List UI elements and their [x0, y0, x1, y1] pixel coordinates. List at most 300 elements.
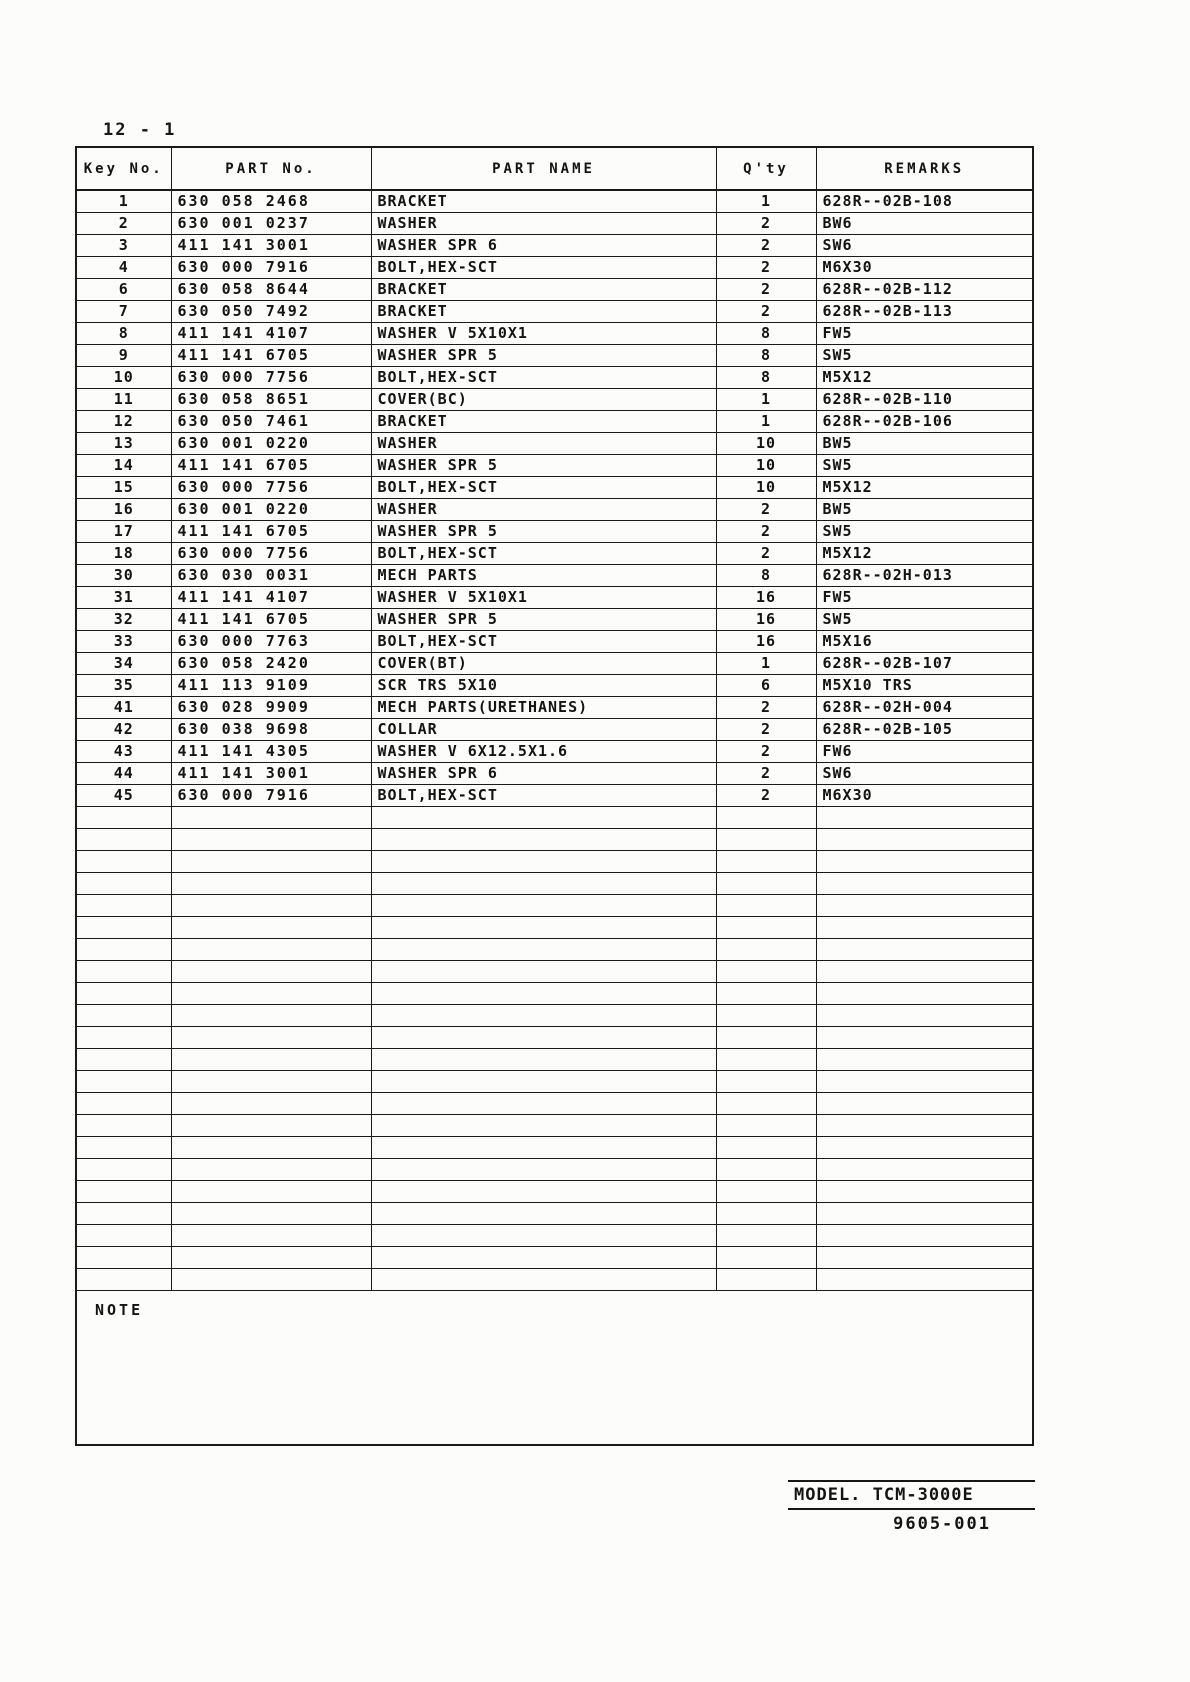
empty-cell [171, 1181, 371, 1203]
empty-cell [371, 1181, 716, 1203]
table-row [76, 543, 1033, 565]
table-row [76, 279, 1033, 301]
table-cell: 43 [76, 741, 171, 763]
table-cell: 34 [76, 653, 171, 675]
table-cell: 2 [716, 279, 816, 301]
table-cell: 411 113 9109 [171, 675, 371, 697]
empty-row [76, 1269, 1033, 1291]
table-cell: 8 [716, 323, 816, 345]
table-row [76, 477, 1033, 499]
empty-cell [716, 1159, 816, 1181]
empty-cell [76, 1071, 171, 1093]
table-cell: 35 [76, 675, 171, 697]
empty-row [76, 873, 1033, 895]
empty-cell [76, 851, 171, 873]
table-cell: 14 [76, 455, 171, 477]
empty-cell [76, 917, 171, 939]
table-cell: 1 [716, 411, 816, 433]
empty-cell [76, 1115, 171, 1137]
empty-row [76, 895, 1033, 917]
table-cell: 2 [716, 213, 816, 235]
table-row [76, 367, 1033, 389]
empty-cell [816, 1247, 1033, 1269]
table-cell: 411 141 4107 [171, 587, 371, 609]
table-cell: 44 [76, 763, 171, 785]
table-cell: 628R--02B-113 [816, 301, 1033, 323]
table-row [76, 323, 1033, 345]
empty-cell [371, 873, 716, 895]
column-header-3: Q'ty [716, 147, 816, 190]
table-cell: BW6 [816, 213, 1033, 235]
table-cell: 4 [76, 257, 171, 279]
empty-cell [716, 807, 816, 829]
table-cell: BW5 [816, 433, 1033, 455]
table-cell: 2 [716, 785, 816, 807]
empty-cell [76, 1269, 171, 1291]
empty-row [76, 1247, 1033, 1269]
table-cell: 630 050 7492 [171, 301, 371, 323]
empty-cell [371, 1005, 716, 1027]
empty-cell [171, 1005, 371, 1027]
table-row [76, 741, 1033, 763]
table-cell: WASHER SPR 6 [371, 763, 716, 785]
model-label: MODEL. TCM-3000E [788, 1482, 1035, 1510]
table-row [76, 521, 1033, 543]
empty-cell [371, 983, 716, 1005]
table-cell: 9 [76, 345, 171, 367]
empty-cell [171, 961, 371, 983]
empty-cell [371, 1225, 716, 1247]
table-cell: BW5 [816, 499, 1033, 521]
table-header [76, 147, 1033, 190]
column-header-1: PART No. [171, 147, 371, 190]
empty-cell [816, 1005, 1033, 1027]
empty-cell [171, 1225, 371, 1247]
table-cell: WASHER SPR 6 [371, 235, 716, 257]
empty-cell [171, 1269, 371, 1291]
table-cell: 411 141 6705 [171, 345, 371, 367]
empty-cell [816, 873, 1033, 895]
table-cell: 8 [716, 367, 816, 389]
table-cell: 630 038 9698 [171, 719, 371, 741]
table-row [76, 345, 1033, 367]
empty-cell [716, 1027, 816, 1049]
empty-row [76, 1181, 1033, 1203]
empty-cell [816, 961, 1033, 983]
table-cell: 6 [76, 279, 171, 301]
empty-cell [716, 1137, 816, 1159]
table-cell: 2 [716, 235, 816, 257]
empty-cell [371, 829, 716, 851]
empty-row [76, 1005, 1033, 1027]
empty-cell [816, 829, 1033, 851]
empty-cell [171, 851, 371, 873]
empty-cell [371, 1027, 716, 1049]
table-cell: 411 141 6705 [171, 609, 371, 631]
table-cell: SW5 [816, 609, 1033, 631]
header-row [76, 147, 1033, 190]
empty-cell [716, 1269, 816, 1291]
empty-cell [716, 1181, 816, 1203]
table-cell: BRACKET [371, 411, 716, 433]
table-cell: 2 [716, 763, 816, 785]
empty-cell [171, 983, 371, 1005]
table-cell: MECH PARTS [371, 565, 716, 587]
empty-cell [716, 1203, 816, 1225]
empty-cell [371, 1049, 716, 1071]
column-header-2: PART NAME [371, 147, 716, 190]
table-cell: 630 028 9909 [171, 697, 371, 719]
table-cell: SW6 [816, 235, 1033, 257]
empty-cell [371, 895, 716, 917]
empty-cell [716, 1247, 816, 1269]
empty-cell [716, 1005, 816, 1027]
table-cell: 2 [76, 213, 171, 235]
table-row [76, 587, 1033, 609]
table-cell: WASHER [371, 433, 716, 455]
table-cell: SCR TRS 5X10 [371, 675, 716, 697]
table-cell: M6X30 [816, 257, 1033, 279]
empty-cell [171, 873, 371, 895]
table-cell: BOLT,HEX-SCT [371, 477, 716, 499]
table-cell: 10 [716, 477, 816, 499]
table-cell: 630 000 7916 [171, 257, 371, 279]
empty-row [76, 1203, 1033, 1225]
table-cell: WASHER SPR 5 [371, 455, 716, 477]
empty-row [76, 1027, 1033, 1049]
empty-cell [816, 1027, 1033, 1049]
table-cell: 630 030 0031 [171, 565, 371, 587]
empty-cell [816, 983, 1033, 1005]
table-cell: 12 [76, 411, 171, 433]
empty-cell [371, 939, 716, 961]
table-row [76, 301, 1033, 323]
table-cell: 8 [76, 323, 171, 345]
empty-cell [716, 873, 816, 895]
note-section [76, 1291, 1033, 1445]
table-row [76, 190, 1033, 213]
table-cell: 630 058 8651 [171, 389, 371, 411]
table-cell: 628R--02H-013 [816, 565, 1033, 587]
table-cell: SW5 [816, 455, 1033, 477]
empty-cell [171, 807, 371, 829]
table-row [76, 631, 1033, 653]
table-cell: 628R--02B-106 [816, 411, 1033, 433]
table-row [76, 433, 1033, 455]
table-cell: 6 [716, 675, 816, 697]
table-cell: 2 [716, 543, 816, 565]
table-cell: 2 [716, 257, 816, 279]
table-cell: 628R--02B-110 [816, 389, 1033, 411]
empty-cell [371, 1269, 716, 1291]
table-cell: MECH PARTS(URETHANES) [371, 697, 716, 719]
table-cell: 17 [76, 521, 171, 543]
table-cell: 411 141 3001 [171, 235, 371, 257]
table-cell: 2 [716, 697, 816, 719]
table-cell: WASHER V 5X10X1 [371, 587, 716, 609]
table-row [76, 455, 1033, 477]
table-cell: COVER(BC) [371, 389, 716, 411]
table-cell: M5X16 [816, 631, 1033, 653]
table-cell: 411 141 4107 [171, 323, 371, 345]
table-cell: 1 [76, 190, 171, 213]
empty-cell [76, 1203, 171, 1225]
table-row [76, 719, 1033, 741]
table-cell: 630 000 7756 [171, 367, 371, 389]
table-cell: 8 [716, 345, 816, 367]
table-cell: COLLAR [371, 719, 716, 741]
empty-cell [76, 1137, 171, 1159]
empty-cell [171, 1159, 371, 1181]
empty-cell [371, 1093, 716, 1115]
empty-cell [171, 917, 371, 939]
table-cell: SW5 [816, 521, 1033, 543]
table-cell: 630 058 2420 [171, 653, 371, 675]
table-cell: 2 [716, 301, 816, 323]
table-cell: WASHER V 5X10X1 [371, 323, 716, 345]
table-row [76, 697, 1033, 719]
empty-cell [76, 1093, 171, 1115]
table-cell: 628R--02B-112 [816, 279, 1033, 301]
table-cell: 411 141 3001 [171, 763, 371, 785]
empty-cell [716, 1049, 816, 1071]
empty-cell [716, 851, 816, 873]
table-row [76, 785, 1033, 807]
table-cell: 33 [76, 631, 171, 653]
empty-cell [76, 1049, 171, 1071]
empty-cell [816, 939, 1033, 961]
table-cell: 628R--02B-107 [816, 653, 1033, 675]
table-cell: 630 058 2468 [171, 190, 371, 213]
empty-cell [371, 807, 716, 829]
table-cell: 16 [716, 609, 816, 631]
table-cell: 630 001 0220 [171, 499, 371, 521]
table-cell: BOLT,HEX-SCT [371, 257, 716, 279]
table-cell: WASHER SPR 5 [371, 345, 716, 367]
empty-cell [171, 895, 371, 917]
empty-cell [816, 1093, 1033, 1115]
note-row [76, 1291, 1033, 1445]
empty-cell [171, 1137, 371, 1159]
parts-table [75, 146, 1034, 1446]
table-cell: WASHER [371, 499, 716, 521]
column-header-0: Key No. [76, 147, 171, 190]
empty-row [76, 1093, 1033, 1115]
table-cell: BOLT,HEX-SCT [371, 631, 716, 653]
table-cell: BOLT,HEX-SCT [371, 367, 716, 389]
empty-cell [171, 1247, 371, 1269]
empty-cell [371, 1203, 716, 1225]
empty-row [76, 851, 1033, 873]
model-block [788, 1480, 1035, 1534]
table-row [76, 411, 1033, 433]
empty-cell [76, 961, 171, 983]
table-cell: M5X12 [816, 367, 1033, 389]
table-cell: WASHER SPR 5 [371, 521, 716, 543]
table-cell: BRACKET [371, 190, 716, 213]
table-cell: 2 [716, 719, 816, 741]
empty-cell [371, 917, 716, 939]
table-cell: 630 000 7756 [171, 543, 371, 565]
table-cell: 411 141 6705 [171, 521, 371, 543]
empty-cell [76, 1159, 171, 1181]
empty-cell [76, 807, 171, 829]
empty-row [76, 1071, 1033, 1093]
table-cell: 411 141 4305 [171, 741, 371, 763]
table-cell: BRACKET [371, 279, 716, 301]
table-cell: 630 058 8644 [171, 279, 371, 301]
empty-cell [371, 1071, 716, 1093]
table-row [76, 389, 1033, 411]
table-cell: 13 [76, 433, 171, 455]
empty-cell [76, 829, 171, 851]
table-cell: 411 141 6705 [171, 455, 371, 477]
empty-cell [371, 1137, 716, 1159]
table-cell: 16 [716, 631, 816, 653]
empty-cell [76, 1027, 171, 1049]
empty-cell [716, 961, 816, 983]
empty-row [76, 939, 1033, 961]
table-row [76, 763, 1033, 785]
empty-cell [76, 873, 171, 895]
table-row [76, 565, 1033, 587]
table-row [76, 653, 1033, 675]
table-cell: 42 [76, 719, 171, 741]
table-cell: M5X10 TRS [816, 675, 1033, 697]
empty-cell [816, 1159, 1033, 1181]
table-cell: 628R--02B-105 [816, 719, 1033, 741]
table-cell: 11 [76, 389, 171, 411]
empty-cell [76, 1181, 171, 1203]
empty-cell [171, 1027, 371, 1049]
page-label: 12 - 1 [103, 120, 177, 140]
empty-cell [816, 1137, 1033, 1159]
table-cell: 10 [76, 367, 171, 389]
table-cell: COVER(BT) [371, 653, 716, 675]
empty-cell [171, 1093, 371, 1115]
doc-number: 9605-001 [893, 1514, 991, 1534]
table-row [76, 257, 1033, 279]
empty-cell [171, 1071, 371, 1093]
table-cell: 7 [76, 301, 171, 323]
table-cell: SW6 [816, 763, 1033, 785]
table-row [76, 609, 1033, 631]
table-cell: 3 [76, 235, 171, 257]
table-cell: M5X12 [816, 477, 1033, 499]
table-cell: 630 000 7916 [171, 785, 371, 807]
table-cell: 30 [76, 565, 171, 587]
table-cell: M6X30 [816, 785, 1033, 807]
note-label: NOTE [76, 1291, 1033, 1445]
table-cell: 630 000 7763 [171, 631, 371, 653]
empty-cell [716, 1093, 816, 1115]
empty-cell [716, 1071, 816, 1093]
empty-cell [371, 1247, 716, 1269]
empty-cell [816, 1225, 1033, 1247]
table-cell: 16 [716, 587, 816, 609]
table-cell: 32 [76, 609, 171, 631]
empty-cell [371, 961, 716, 983]
empty-row [76, 829, 1033, 851]
empty-row [76, 807, 1033, 829]
table-cell: 628R--02B-108 [816, 190, 1033, 213]
empty-cell [816, 1203, 1033, 1225]
table-cell: 1 [716, 190, 816, 213]
empty-cell [716, 939, 816, 961]
table-cell: 41 [76, 697, 171, 719]
table-row [76, 499, 1033, 521]
table-cell: M5X12 [816, 543, 1033, 565]
table-cell: 630 050 7461 [171, 411, 371, 433]
table-cell: 45 [76, 785, 171, 807]
empty-cell [816, 851, 1033, 873]
empty-cell [371, 851, 716, 873]
empty-cell [76, 1225, 171, 1247]
empty-row [76, 1159, 1033, 1181]
empty-row [76, 917, 1033, 939]
table-cell: 10 [716, 433, 816, 455]
empty-cell [816, 1115, 1033, 1137]
empty-cell [816, 1071, 1033, 1093]
empty-cell [371, 1115, 716, 1137]
empty-cell [816, 917, 1033, 939]
empty-cell [171, 939, 371, 961]
table-cell: BOLT,HEX-SCT [371, 543, 716, 565]
table-cell: 8 [716, 565, 816, 587]
empty-cell [716, 917, 816, 939]
empty-cell [171, 829, 371, 851]
table-cell: 10 [716, 455, 816, 477]
empty-cell [816, 1181, 1033, 1203]
table-cell: BRACKET [371, 301, 716, 323]
table-row [76, 213, 1033, 235]
empty-cell [171, 1115, 371, 1137]
table-cell: BOLT,HEX-SCT [371, 785, 716, 807]
table-cell: 630 000 7756 [171, 477, 371, 499]
empty-row [76, 983, 1033, 1005]
table-cell: 2 [716, 521, 816, 543]
empty-cell [816, 895, 1033, 917]
empty-cell [76, 1005, 171, 1027]
table-cell: 16 [76, 499, 171, 521]
table-cell: 2 [716, 741, 816, 763]
empty-cell [76, 1247, 171, 1269]
empty-cell [716, 1115, 816, 1137]
empty-cell [716, 983, 816, 1005]
table-cell: 18 [76, 543, 171, 565]
column-header-4: REMARKS [816, 147, 1033, 190]
empty-cell [76, 939, 171, 961]
table-cell: 628R--02H-004 [816, 697, 1033, 719]
empty-cell [76, 895, 171, 917]
empty-row [76, 1115, 1033, 1137]
table-cell: WASHER SPR 5 [371, 609, 716, 631]
empty-cell [76, 983, 171, 1005]
empty-cell [171, 1203, 371, 1225]
table-cell: 1 [716, 653, 816, 675]
table-cell: 1 [716, 389, 816, 411]
table-cell: 31 [76, 587, 171, 609]
empty-row [76, 961, 1033, 983]
table-row [76, 235, 1033, 257]
empty-cell [171, 1049, 371, 1071]
empty-row [76, 1225, 1033, 1247]
table-cell: FW6 [816, 741, 1033, 763]
table-cell: 630 001 0237 [171, 213, 371, 235]
empty-cell [371, 1159, 716, 1181]
empty-row [76, 1137, 1033, 1159]
table-cell: FW5 [816, 587, 1033, 609]
